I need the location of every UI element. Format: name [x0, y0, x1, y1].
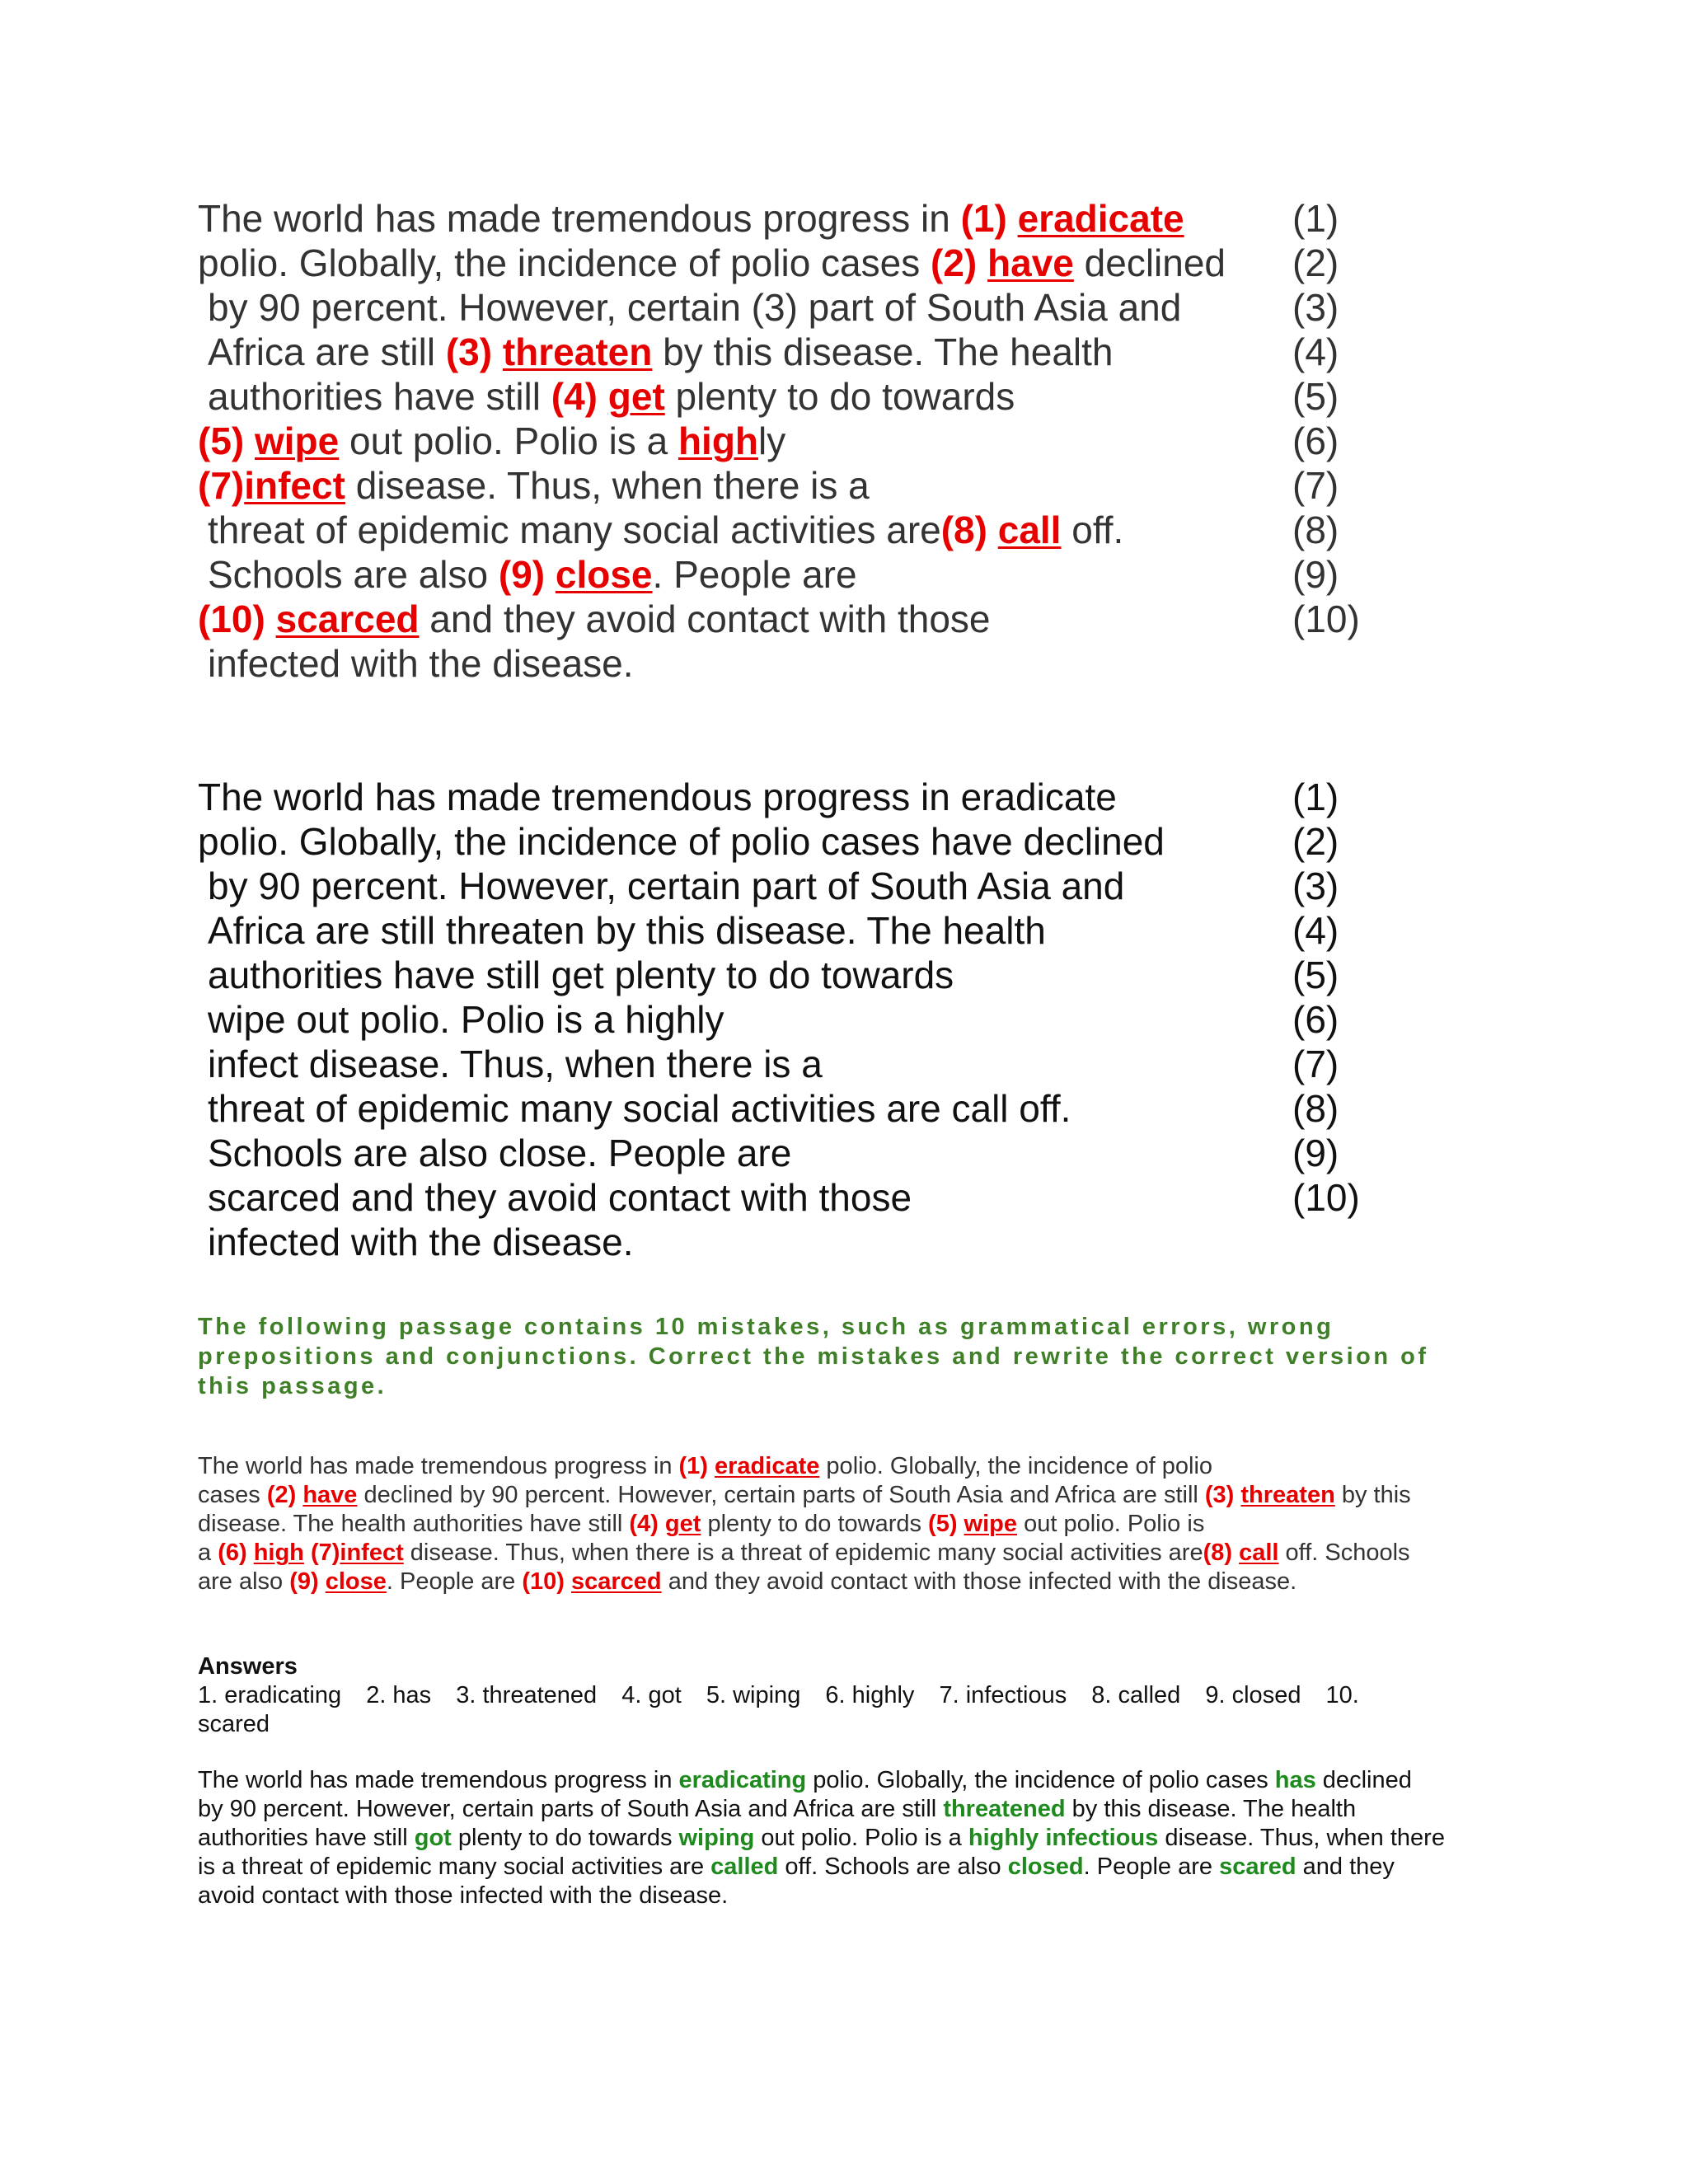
plain-passage-line: infected with the disease.: [208, 1221, 634, 1263]
plain-passage-line: polio. Globally, the incidence of polio cases have declined (2): [198, 820, 1339, 863]
line-number: (9): [1292, 1132, 1339, 1174]
line-number: (2): [1292, 241, 1339, 284]
instruction-text: The following passage contains 10 mistakes, such as grammatical errors, wrong prepositions and conjunctions. Correct the mistakes and rewrite the correct version of this passage.: [198, 1314, 1429, 1399]
answer-item: 5. wiping: [706, 1682, 801, 1708]
answer-item: 7. infectious: [939, 1682, 1067, 1708]
answer-item: 8. called: [1091, 1682, 1181, 1708]
line-number: (1): [1292, 197, 1339, 240]
plain-passage-line: Schools are also close. People are (9): [208, 1132, 1339, 1174]
line-number: (1): [1292, 776, 1339, 818]
marked-passage-line: (7)infect disease. Thus, when there is a (7): [198, 464, 1339, 507]
answer-item: 2. has: [366, 1682, 432, 1708]
plain-passage-line: The world has made tremendous progress in eradicate (1): [198, 776, 1339, 818]
answers-list: [198, 1681, 1517, 1710]
line-number: (6): [1292, 419, 1339, 462]
answer-item: 4. got: [621, 1682, 682, 1708]
marked-passage-line: (5) wipe out polio. Polio is a highly (6): [198, 419, 1339, 462]
marked-paragraph: The world has made tremendous progress in (1) eradicate polio. Globally, the incidence of polio cases (2) have declined by 90 percent. However, certain parts of South Asia and Africa are still (3) threaten by this disease. The health authorities have still (4) get plenty to do towards (5) wipe out polio. Polio is a (6) high (7)infect disease. Thus, when there is a threat of epidemic many social activities are(8) call off. Schools are also (9) close. People are (10) scarced and they avoid contact with those infected with the disease.: [198, 1453, 1411, 1595]
answers-section: [198, 1652, 1517, 1739]
plain-passage-line: Africa are still threaten by this disease. The health (4): [208, 909, 1339, 952]
line-number: (7): [1292, 464, 1339, 507]
line-number: (9): [1292, 553, 1339, 596]
marked-passage-line: Africa are still (3) threaten by this disease. The health (4): [208, 330, 1339, 373]
corrected-paragraph: The world has made tremendous progress in eradicating polio. Globally, the incidence of polio cases has declined by 90 percent. However, certain parts of South Asia and Africa are still threatened by this disease. The health authorities have still got plenty to do towards wiping out polio. Polio is a highly infectious disease. Thus, when there is a threat of epidemic many social activities are called off. Schools are also closed. People are scared and they avoid contact with those infected with the disease.: [198, 1767, 1445, 1909]
plain-passage-line: scarced and they avoid contact with those (10): [208, 1176, 1360, 1219]
marked-passage-line: The world has made tremendous progress in (1) eradicate (1): [198, 197, 1339, 240]
line-number: (2): [1292, 820, 1339, 863]
line-number: (5): [1292, 954, 1339, 996]
answers-title: Answers: [198, 1653, 298, 1680]
plain-passage-line: by 90 percent. However, certain part of South Asia and (3): [208, 865, 1339, 907]
answer-item: 1. eradicating: [198, 1682, 342, 1708]
line-number: (10): [1292, 1176, 1360, 1219]
line-number: (3): [1292, 865, 1339, 907]
answer-item: 6. highly: [825, 1682, 915, 1708]
line-number: (4): [1292, 909, 1339, 952]
plain-passage: [198, 775, 1517, 1264]
marked-passage-line: by 90 percent. However, certain (3) part of South Asia and (3): [208, 286, 1339, 329]
line-number: (3): [1292, 286, 1339, 329]
line-number: (8): [1292, 509, 1339, 551]
line-number: (8): [1292, 1087, 1339, 1130]
marked-passage: [198, 196, 1517, 686]
line-number: (6): [1292, 998, 1339, 1041]
marked-passage-line: (10) scarced and they avoid contact with those (10): [198, 598, 1360, 640]
marked-passage-line: polio. Globally, the incidence of polio cases (2) have declined (2): [198, 241, 1339, 284]
line-number: (10): [1292, 598, 1360, 640]
answer-item: 9. closed: [1205, 1682, 1301, 1708]
line-number: (7): [1292, 1043, 1339, 1085]
plain-passage-line: infect disease. Thus, when there is a (7): [208, 1043, 1339, 1085]
plain-passage-line: wipe out polio. Polio is a highly (6): [208, 998, 1339, 1041]
line-number: (5): [1292, 375, 1339, 418]
marked-passage-line: infected with the disease.: [208, 642, 634, 685]
plain-passage-line: threat of epidemic many social activities are call off. (8): [208, 1087, 1339, 1130]
marked-passage-line: Schools are also (9) close. People are (9): [208, 553, 1339, 596]
answer-item: 10.: [1325, 1682, 1359, 1708]
line-number: (4): [1292, 330, 1339, 373]
answer-item-wrap: scared: [198, 1711, 270, 1737]
plain-passage-line: authorities have still get plenty to do towards (5): [208, 954, 1339, 996]
marked-passage-line: authorities have still (4) get plenty to do towards (5): [208, 375, 1339, 418]
answer-item: 3. threatened: [456, 1682, 598, 1708]
marked-passage-line: threat of epidemic many social activities are(8) call off. (8): [208, 509, 1339, 551]
